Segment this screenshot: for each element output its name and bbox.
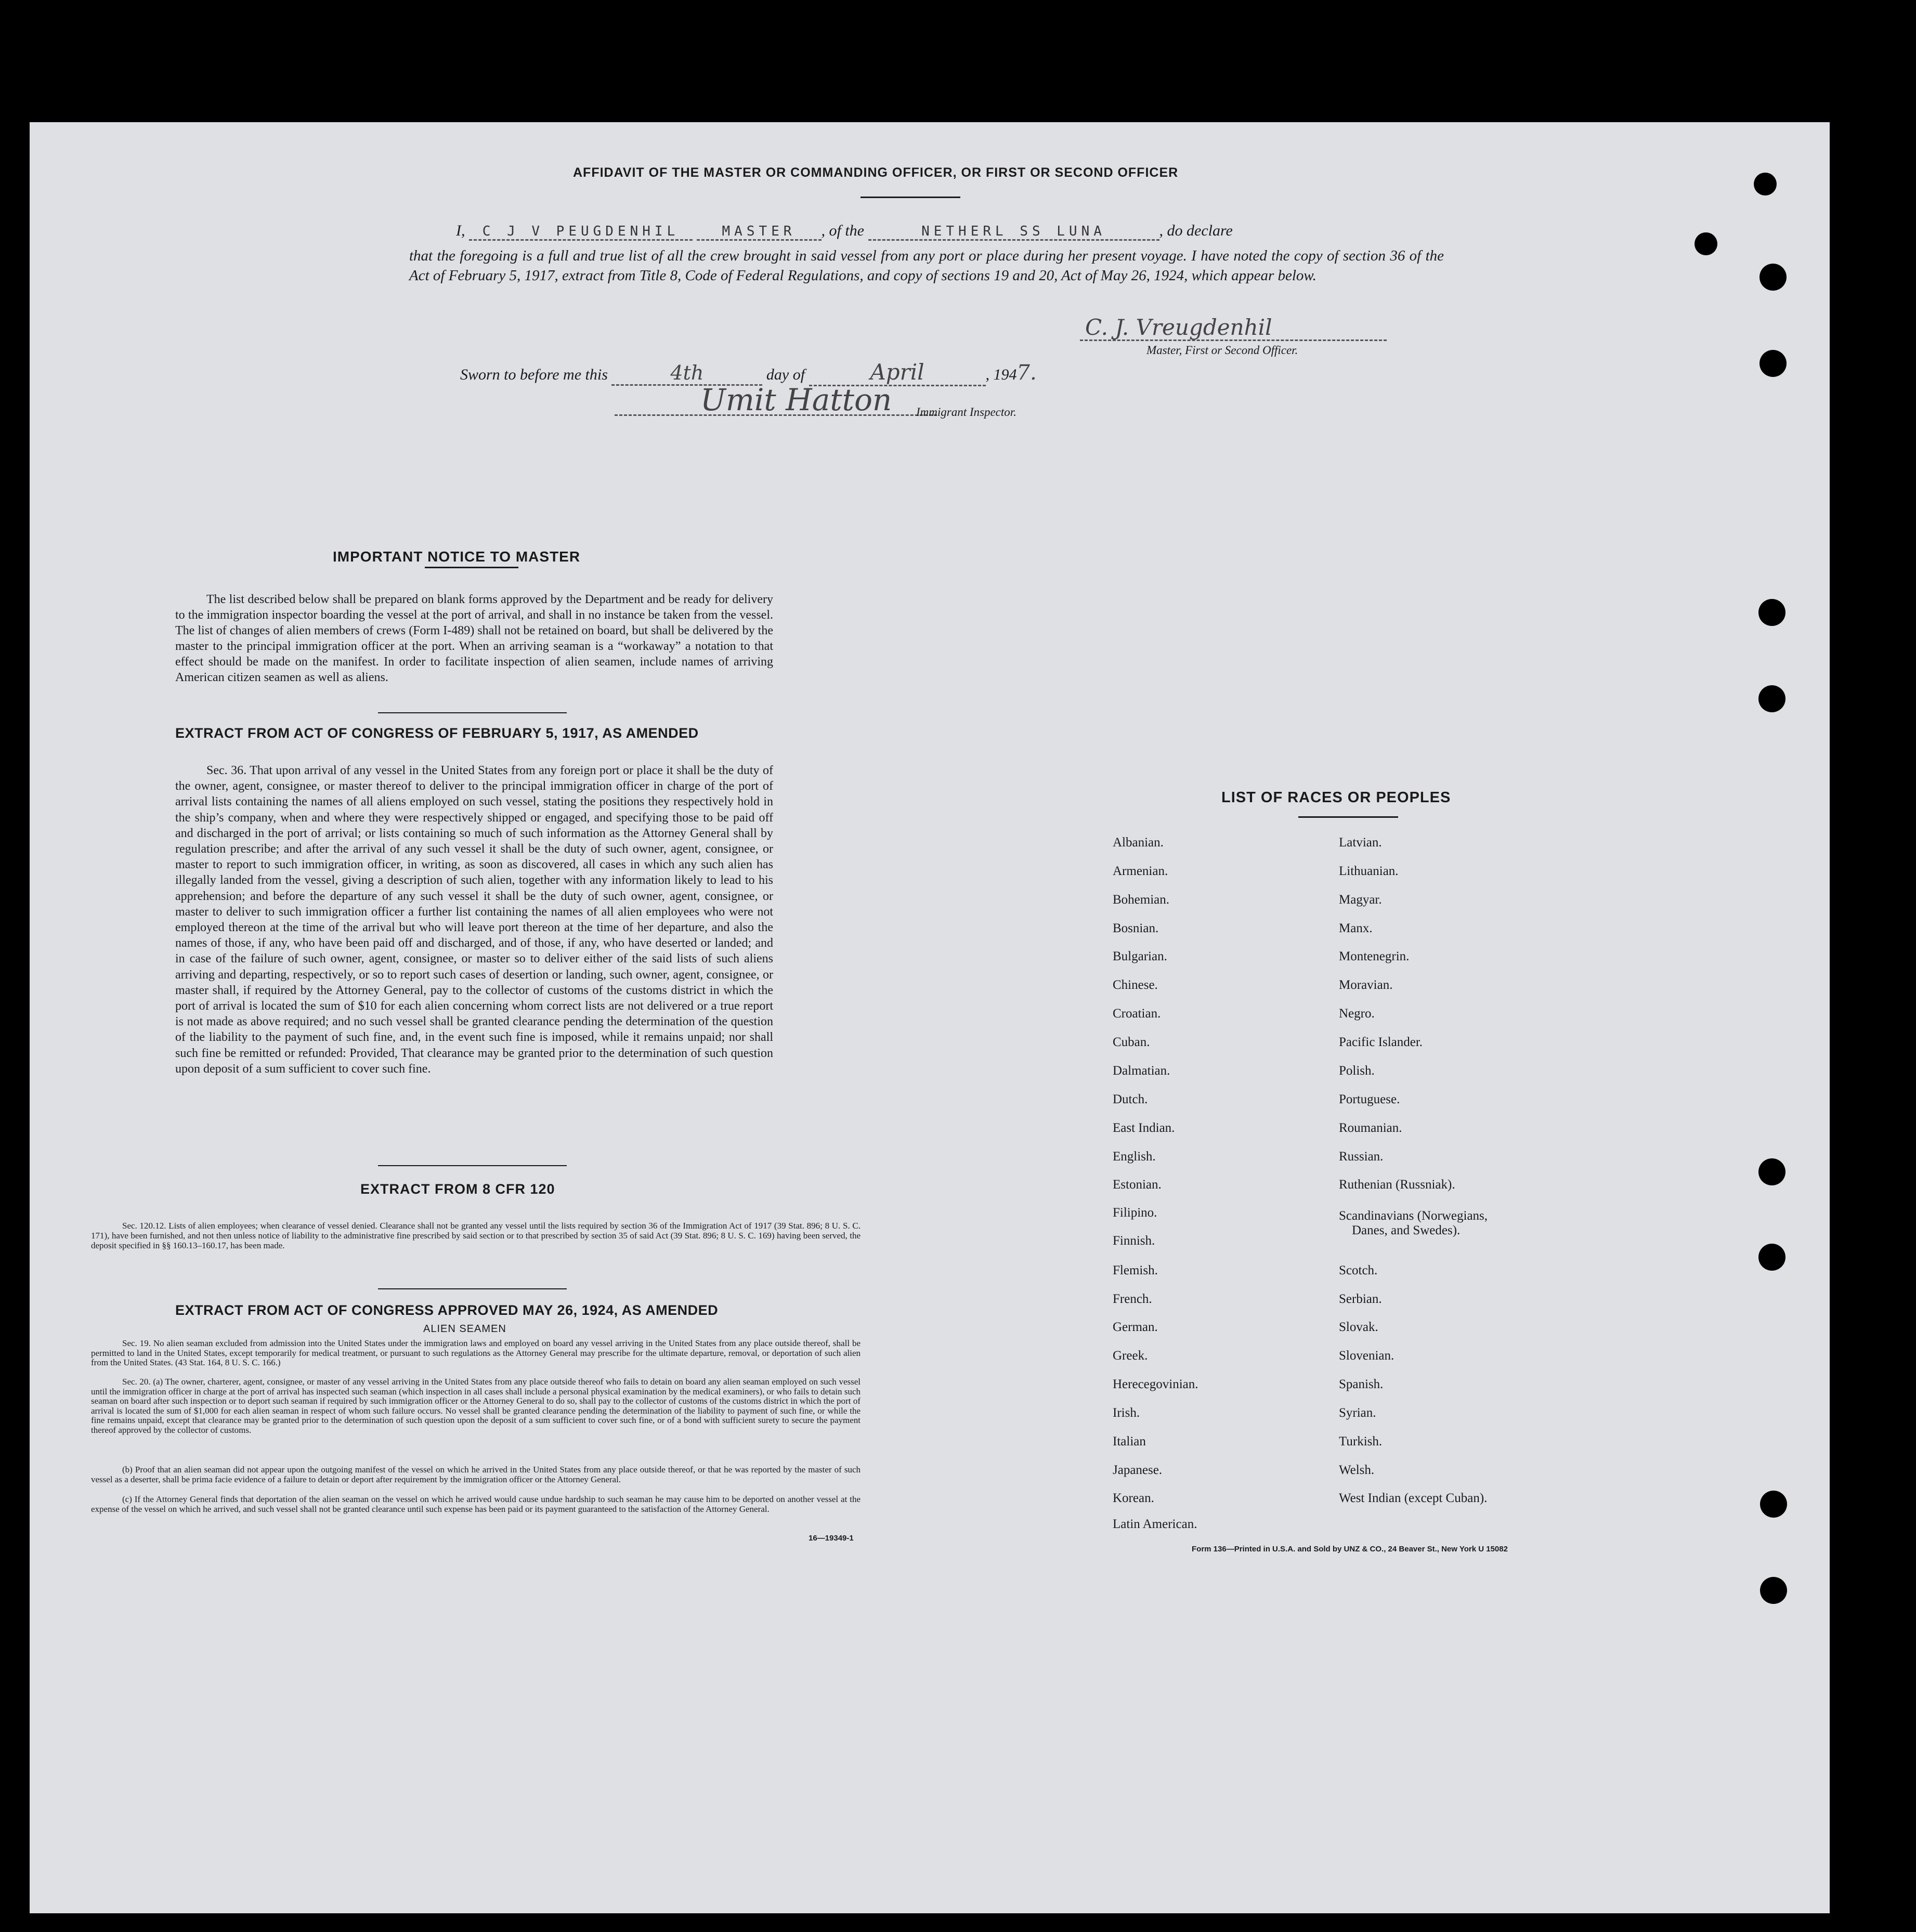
inspector-signature: Umit Hatton	[700, 382, 892, 417]
race-item: Estonian.	[1113, 1178, 1162, 1192]
race-item: Dutch.	[1113, 1092, 1148, 1106]
punch-hole	[1759, 264, 1787, 291]
punch-hole	[1758, 1244, 1785, 1271]
sec-20a-text: Sec. 20. (a) The owner, charterer, agent, consignee, or master of any vessel arriving in the United States from any place outside thereof who fails to detain on board any alien seaman employed on such vessel until the immigration officer in charge at the port of arrival has inspected such seaman (which inspection in all cases shall include a personal physical examination by the medical examiners), or who fails to detain such seaman on board after such inspection or to deport such seaman if required by such immigration officer or the Attorney General to do so, shall pay to the collector of customs of the customs district in which the port of arrival is located the sum of $1,000 for each alien seaman in respect of whom such failure occurs. No vessel shall be granted clearance pending the determination of the liability to payment of such fine, or while the fine remains unpaid, except that clearance may be granted prior to the determination of such question upon the deposit of a sum sufficient to cover such fine, or of a bond with sufficient surety to secure the payment thereof approved by the collector of customs.	[91, 1377, 861, 1435]
affidavit-intro: I,	[456, 222, 465, 239]
punch-hole	[1760, 1577, 1787, 1604]
race-item: English.	[1113, 1150, 1156, 1164]
year-field: 7.	[1016, 361, 1037, 385]
race-item: Herecegovinian.	[1113, 1377, 1198, 1391]
master-signature-caption: Master, First or Second Officer.	[1146, 344, 1298, 357]
affidavit-first-line	[456, 222, 1233, 241]
sworn-day-field: 4th	[611, 361, 762, 386]
race-item: Italian	[1113, 1434, 1146, 1448]
sec-19-text: Sec. 19. No alien seaman excluded from admission into the United States under the immigration laws and employed on board any vessel arriving in the United States from any place outside thereof, shall be permitted to land in the United States, except temporarily for medical treatment, or pursuant to such regulations as the Attorney General may prescribe for the ultimate departure, removal, or deportation of such alien from the United States. (43 Stat. 164, 8 U. S. C. 166.)	[91, 1338, 861, 1368]
race-item: Lithuanian.	[1339, 864, 1399, 878]
race-item: Japanese.	[1113, 1463, 1163, 1477]
of-the-text: , of the	[821, 222, 864, 239]
race-item: Irish.	[1113, 1406, 1140, 1420]
race-item: Finnish.	[1113, 1234, 1155, 1248]
race-item: Welsh.	[1339, 1463, 1375, 1477]
race-item: Polish.	[1339, 1064, 1375, 1078]
affidavit-title: AFFIDAVIT OF THE MASTER OR COMMANDING OFFICER, OR FIRST OR SECOND OFFICER	[573, 165, 1179, 180]
title-underline	[861, 197, 960, 198]
affidavit-declaration: that the foregoing is a full and true list of all the crew brought in said vessel from any port or place during her present voyage. I have noted the copy of section 36 of the Act of February 5, 1917, extract from Title 8, Code of Federal Regulations, and copy of sections 19 and 20, Act of May 26, 1924, which appear below.	[409, 247, 1444, 284]
punch-hole	[1760, 1491, 1787, 1518]
inspector-signature-line	[615, 414, 937, 416]
cfr-title: EXTRACT FROM 8 CFR 120	[360, 1181, 555, 1197]
officer-rank-field: MASTER	[697, 224, 822, 241]
extract-1924-subtitle: ALIEN SEAMEN	[423, 1323, 506, 1335]
divider	[378, 1288, 567, 1289]
form-code: 16—19349-1	[809, 1534, 854, 1543]
race-item: Filipino.	[1113, 1206, 1157, 1220]
master-signature: C. J. Vreugdenhil	[1085, 315, 1272, 340]
do-declare-text: , do declare	[1159, 222, 1233, 239]
race-item: Armenian.	[1113, 864, 1168, 878]
race-item: Magyar.	[1339, 893, 1382, 907]
race-item: Serbian.	[1339, 1292, 1382, 1306]
divider	[378, 712, 567, 713]
day-of-text: day of	[766, 366, 805, 383]
vessel-name-field: NETHERL SS LUNA	[868, 224, 1159, 241]
race-item: West Indian (except Cuban).	[1339, 1491, 1488, 1505]
punch-hole	[1758, 1158, 1785, 1185]
year-prefix: , 194	[985, 366, 1017, 383]
notice-underline	[425, 567, 518, 568]
race-item: Chinese.	[1113, 978, 1158, 992]
race-item: East Indian.	[1113, 1121, 1175, 1135]
race-item: Bohemian.	[1113, 893, 1170, 907]
punch-hole	[1695, 232, 1717, 255]
race-item: German.	[1113, 1320, 1158, 1334]
officer-name-field: C J V PEUGDENHIL	[469, 224, 693, 241]
race-item: Ruthenian (Russniak).	[1339, 1178, 1455, 1192]
notice-body: The list described below shall be prepared on blank forms approved by the Department and be ready for delivery to the immigration inspector boarding the vessel at the port of arrival, and shall in no instance be taken from the vessel. The list of changes of alien members of crews (Form I-489) shall not be retained on board, but shall be delivered by the master to the principal immigration officer at the port. When an arriving seaman is a “workaway” a notation to that effect should be made on the manifest. In order to facilitate inspection of alien seamen, include names of arriving American citizen seamen as well as aliens.	[175, 593, 773, 684]
race-item: Turkish.	[1339, 1434, 1383, 1448]
race-item: Greek.	[1113, 1349, 1148, 1363]
sworn-month-field: April	[809, 359, 986, 386]
race-item: Negro.	[1339, 1007, 1375, 1021]
race-item: Korean.	[1113, 1491, 1154, 1505]
punch-hole	[1759, 350, 1787, 377]
extract-1924-title: EXTRACT FROM ACT OF CONGRESS APPROVED MAY 26, 1924, AS AMENDED	[175, 1302, 719, 1318]
punch-hole	[1758, 599, 1785, 626]
race-item: Flemish.	[1113, 1263, 1158, 1277]
race-item: Roumanian.	[1339, 1121, 1402, 1135]
form-footer: Form 136—Printed in U.S.A. and Sold by UNZ & CO., 24 Beaver St., New York U 15082	[1192, 1545, 1508, 1554]
race-item: Moravian.	[1339, 978, 1393, 992]
extract-1917-body: Sec. 36. That upon arrival of any vessel in the United States from any foreign port or place it shall be the duty of the owner, agent, consignee, or master thereof to deliver to the principal immigration officer in charge of the port of arrival lists containing the names of all aliens employed on such vessel, stating the positions they respectively hold in the ship’s company, when and where they were respectively shipped or engaged, and specifying those to be paid off and discharged in the port of arrival; or lists containing so much of such information as the Attorney General shall by regulation prescribe; and after the arrival of any such vessel it shall be the duty of such owner, agent, consignee, or master to report to such immigration officer, in writing, as soon as discovered, all cases in which any such alien has illegally landed from the vessel, giving a description of such alien, together with any information likely to lead to his apprehension; and before the departure of any such vessel it shall be the duty of such owner, agent, consignee, or master to deliver to such immigration officer a further list containing the names of all alien employees who were not employed thereon at the time of the arrival but who will leave port thereon at the time of her departure, and also the names of those, if any, who have been paid off and discharged, and of those, if any, who have deserted or landed; and in case of the failure of such owner, agent, consignee, or master so to deliver either of the said lists of such aliens arriving and departing, respectively, or so to report such cases of desertion or landing, such owner, agent, consignee, or master shall, if required by the Attorney General, pay to the collector of customs of the customs district in which the port of arrival is located the sum of $10 for each alien concerning whom correct lists are not delivered or a true report is not made as above required; and no such vessel shall be granted clearance pending the determination of the question of the liability to the payment of such fine, and, in the event such fine is imposed, while it remains unpaid; nor shall such fine be remitted or refunded: Provided, That clearance may be granted prior to the determination of such question upon deposit of a sum sufficient to cover such fine.	[175, 764, 773, 1076]
race-item: Portuguese.	[1339, 1092, 1400, 1106]
race-item: Slovak.	[1339, 1320, 1378, 1334]
sworn-prefix: Sworn to before me this	[460, 366, 608, 383]
race-item: Russian.	[1339, 1150, 1384, 1164]
punch-hole	[1758, 685, 1785, 712]
race-item: Albanian.	[1113, 836, 1164, 850]
race-item: Syrian.	[1339, 1406, 1376, 1420]
race-item: Montenegrin.	[1339, 949, 1410, 963]
notice-title: IMPORTANT NOTICE TO MASTER	[333, 549, 581, 565]
extract-1917-title: EXTRACT FROM ACT OF CONGRESS OF FEBRUARY 5, 1917, AS AMENDED	[175, 725, 699, 741]
master-signature-line	[1080, 340, 1387, 341]
race-item: Danes, and Swedes).	[1352, 1223, 1461, 1237]
race-item: French.	[1113, 1292, 1152, 1306]
race-item: Scandinavians (Norwegians,	[1339, 1209, 1488, 1223]
race-item: Slovenian.	[1339, 1349, 1394, 1363]
divider	[378, 1165, 567, 1166]
race-item: Latin American.	[1113, 1517, 1197, 1531]
punch-hole	[1754, 173, 1777, 195]
race-item: Scotch.	[1339, 1263, 1378, 1277]
inspector-caption: Immigrant Inspector.	[916, 406, 1016, 419]
races-title: LIST OF RACES OR PEOPLES	[1221, 789, 1451, 806]
document-page	[30, 122, 1830, 1913]
race-item: Croatian.	[1113, 1007, 1161, 1021]
race-item: Manx.	[1339, 921, 1373, 935]
sec-20c-text: (c) If the Attorney General finds that deportation of the alien seaman on the vessel on which he arrived would cause undue hardship to such seaman he may cause him to be deported on another vessel at the expense of the vessel on which he arrived, and such vessel shall not be granted clearance until such expense has been paid or its payment guaranteed to the satisfaction of the Attorney General.	[91, 1494, 861, 1514]
cfr-body: Sec. 120.12. Lists of alien employees; when clearance of vessel denied. Clearance shall not be granted any vessel until the lists required by section 36 of the Immigration Act of 1917 (39 Stat. 896; 8 U. S. C. 171), have been furnished, and not then unless notice of liability to the administrative fine prescribed by said section or to that prescribed by section 35 of said Act (39 Stat. 896; 8 U. S. C. 169) having been served, the deposit specified in §§ 160.13–160.17, has been made.	[91, 1221, 861, 1250]
race-item: Pacific Islander.	[1339, 1035, 1423, 1049]
race-item: Bulgarian.	[1113, 949, 1167, 963]
race-item: Spanish.	[1339, 1377, 1384, 1391]
races-underline	[1298, 816, 1398, 818]
sec-20b-text: (b) Proof that an alien seaman did not appear upon the outgoing manifest of the vessel on which he arrived in the United States from any place outside thereof, or that he was reported by the master of such vessel as a deserter, shall be prima facie evidence of a failure to detain or deport after requirement by the immigration officer or the Attorney General.	[91, 1465, 861, 1484]
race-item: Cuban.	[1113, 1035, 1150, 1049]
race-item: Latvian.	[1339, 836, 1382, 850]
race-item: Dalmatian.	[1113, 1064, 1170, 1078]
race-item: Bosnian.	[1113, 921, 1159, 935]
